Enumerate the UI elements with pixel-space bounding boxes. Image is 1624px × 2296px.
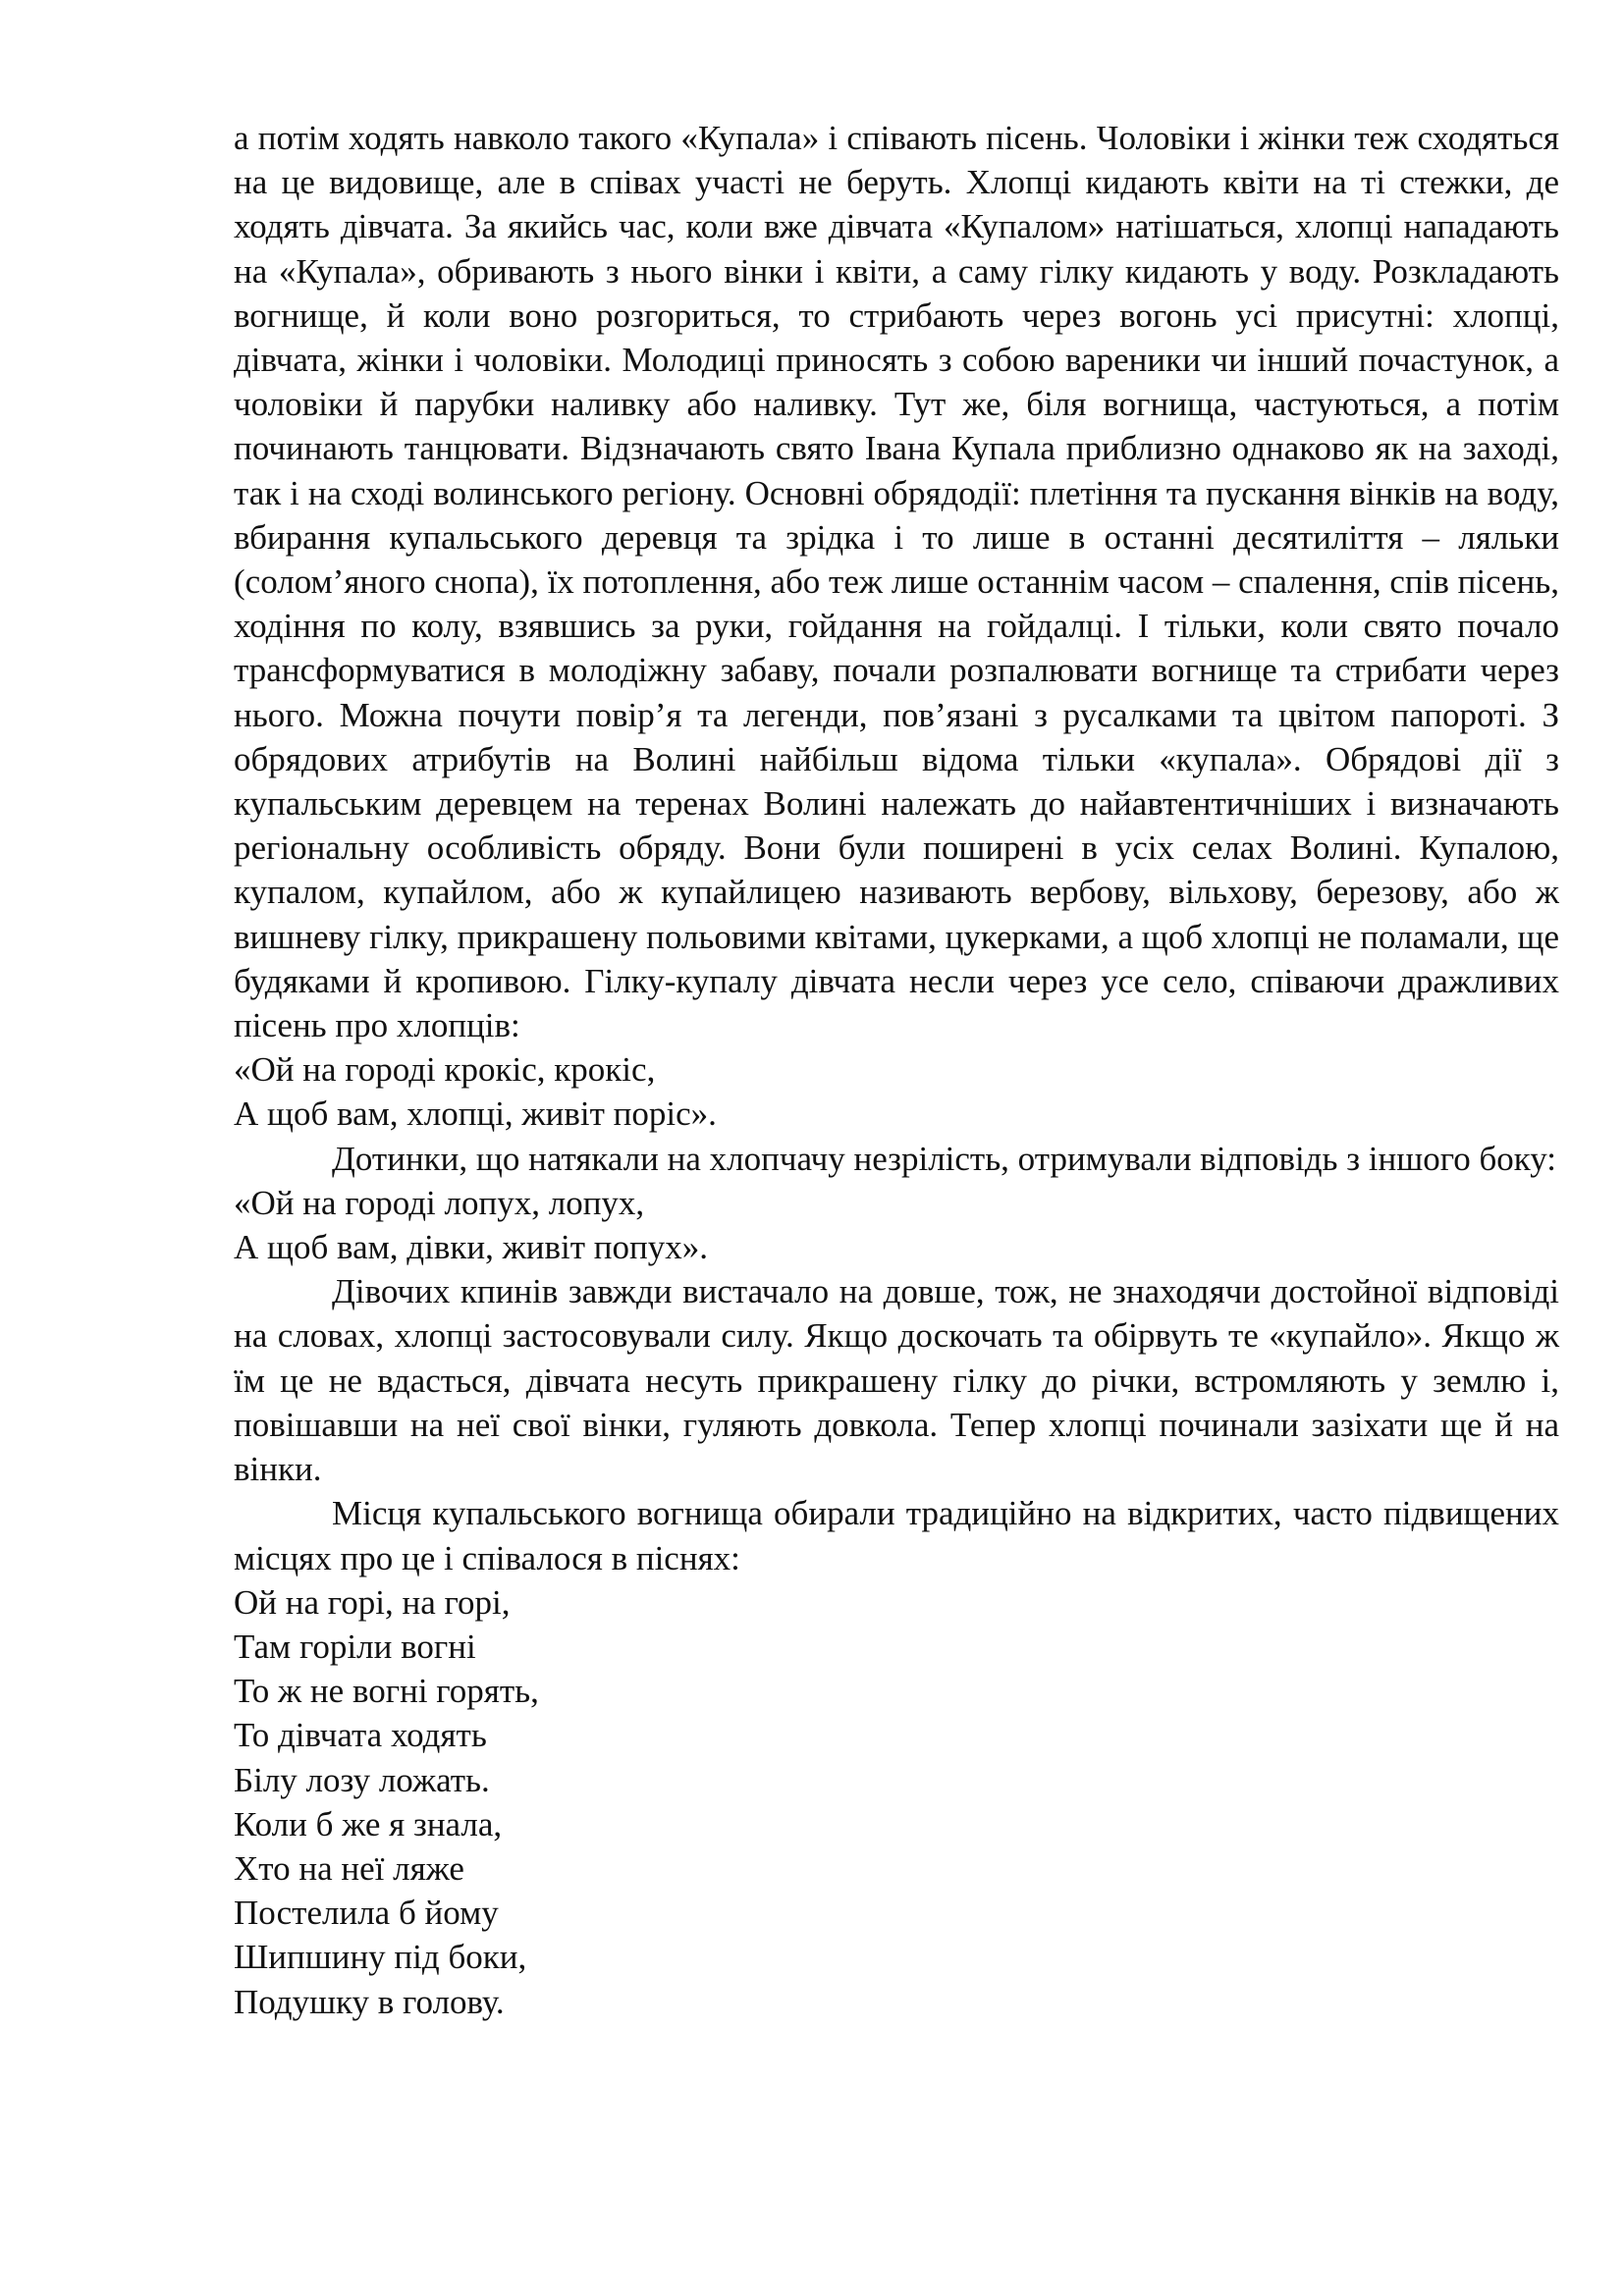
verse-line: То дівчата ходять [234,1716,487,1755]
verse-line: Там горіли вогні [234,1627,476,1666]
verse-line: «Ой на городі крокіс, крокіс, [234,1050,656,1090]
paragraph-reply: Дотинки, що натякали на хлопчачу незрілість, отримували відповідь з іншого боку: [332,1139,1557,1178]
verse-line: Білу лозу ложать. [234,1760,490,1799]
verse-line: «Ой на городі лопух, лопух, [234,1183,645,1222]
verse-line: Коли б же я знала, [234,1804,503,1843]
paragraph-bonfire-places: Місця купальського вогнища обирали традиційно на відкритих, часто підвищених місцях про це і співалося в піснях: [234,1494,1559,1577]
verse-line: Постелила б йому [234,1894,499,1933]
document-page [234,116,1559,2024]
verse-line: А щоб вам, хлопці, живіт поріс». [234,1095,717,1134]
verse-line: Ой на горі, на горі, [234,1582,511,1622]
verse-line: Шипшину під боки, [234,1938,527,1977]
paragraph-kupala-rite: а потім ходять навколо такого «Купала» і співають пісень. Чоловіки і жінки теж сходяться на це видовище, але в співах участі не беруть. Хлопці кидають квіти на ті стежки, де ходять дівчата. За якийсь час, коли вже дівчата «Купалом» натішаться, хлопці нападають на «Купала», обривають з нього вінки і квіти, а саму гілку кидають у воду. Розкладають вогнище, й коли воно розгориться, то стрибають через вогонь усі присутні: хлопці, дівчата, жінки і чоловіки. Молодиці приносять з собою вареники чи інший почастунок, а чоловіки й парубки наливку або наливку. Тут же, біля вогнища, частуються, а потім починають танцювати. Відзначають свято Івана Купала приблизно однаково як на заході, так і на сході волинського регіону. Основні обрядодії: плетіння та пускання вінків на воду, вбирання купальського деревця та зрідка і то лише в останні десятиліття – ляльки (солом’яного снопа), їх потоплення, або теж лише останнім часом – спалення, спів пісень, ходіння по колу, взявшись за руки, гойдання на гойдалці. І тільки, коли свято почало трансформуватися в молодіжну забаву, почали розпалювати вогнище та стрибати через нього. Можна почути повір’я та легенди, пов’язані з русалками та цвітом папороті. З обрядових атрибутів на Волині найбільш відома тільки «купала». Обрядові дії з купальським деревцем на теренах Волині належать до найавтентичніших і визначають регіональну особливість обряду. Вони були поширені в усіх селах Волині. Купалою, купалом, купайлом, або ж купайлицею називають вербову, вільхову, березову, або ж вишневу гілку, прикрашену польовими квітами, цукерками, а щоб хлопці не поламали, ще будяками й кропивою. Гілку-купалу дівчата несли через усе село, співаючи дражливих пісень про хлопців: [234,119,1559,1045]
verse-line: То ж не вогні горять, [234,1672,539,1711]
paragraph-girls-mockery: Дівочих кпинів завжди вистачало на довше, тож, не знаходячи достойної відповіді на словах, хлопці застосовували силу. Якщо доскочать та обірвуть те «купайло». Якщо ж їм це не вдасться, дівчата несуть прикрашену гілку до річки, встромляють у землю і, повішавши на неї свої вінки, гуляють довкола. Тепер хлопці починали зазіхати ще й на вінки. [234,1272,1559,1489]
verse-line: А щоб вам, дівки, живіт попух». [234,1228,708,1267]
verse-line: Подушку в голову. [234,1982,505,2021]
verse-line: Хто на неї ляже [234,1848,464,1888]
